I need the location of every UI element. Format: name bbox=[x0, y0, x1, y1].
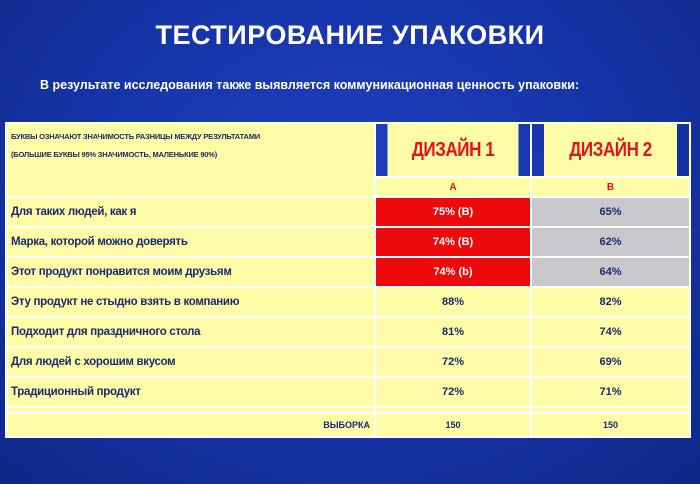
design-1-value: 88% bbox=[375, 287, 531, 317]
row-label: Марка, которой можно доверять bbox=[6, 227, 375, 257]
note-line-1: БУКВЫ ОЗНАЧАЮТ ЗНАЧИМОСТЬ РАЗНИЦЫ МЕЖДУ РЕЗУЛЬТАТАМИ bbox=[11, 132, 260, 141]
design-2-header: ДИЗАЙН 2 bbox=[543, 123, 678, 177]
table-row bbox=[6, 287, 690, 317]
sample-row bbox=[6, 413, 690, 437]
results-table bbox=[5, 122, 691, 438]
design-2-value: 71% bbox=[531, 377, 690, 407]
design-1-value: 74% (B) bbox=[375, 227, 531, 257]
design-1-value: 81% bbox=[375, 317, 531, 347]
design-2-sample: 150 bbox=[531, 413, 690, 437]
row-label: Этот продукт понравится моим друзьям bbox=[6, 257, 375, 287]
design-2-value: 64% bbox=[531, 257, 690, 287]
design-2-value: 82% bbox=[531, 287, 690, 317]
row-label: Подходит для праздничного стола bbox=[6, 317, 375, 347]
design-1-value: 72% bbox=[375, 347, 531, 377]
slide-title: ТЕСТИРОВАНИЕ УПАКОВКИ bbox=[155, 20, 545, 50]
design-1-header: ДИЗАЙН 1 bbox=[387, 123, 520, 177]
design-2-value: 62% bbox=[531, 227, 690, 257]
table-row bbox=[6, 227, 690, 257]
design-1-sample: 150 bbox=[375, 413, 531, 437]
row-label: Для таких людей, как я bbox=[6, 197, 375, 227]
sample-label: ВЫБОРКА bbox=[6, 413, 375, 437]
design-2-value: 65% bbox=[531, 197, 690, 227]
header-row bbox=[6, 123, 690, 177]
design-1-value: 72% bbox=[375, 377, 531, 407]
row-label: Традиционный продукт bbox=[6, 377, 375, 407]
table-row bbox=[6, 257, 690, 287]
significance-note bbox=[6, 123, 375, 197]
design-2-value: 74% bbox=[531, 317, 690, 347]
design-1-letter: A bbox=[375, 177, 531, 197]
table-row bbox=[6, 377, 690, 407]
note-line-2: (БОЛЬШИЕ БУКВЫ 95% ЗНАЧИМОСТЬ, МАЛЕНЬКИЕ 90%) bbox=[11, 150, 218, 159]
row-label: Для людей с хорошим вкусом bbox=[6, 347, 375, 377]
table-row bbox=[6, 317, 690, 347]
design-1-value: 74% (b) bbox=[375, 257, 531, 287]
row-label: Эту продукт не стыдно взять в компанию bbox=[6, 287, 375, 317]
design-2-letter: B bbox=[531, 177, 690, 197]
slide-subtitle: В результате исследования также выявляется коммуникационная ценность упаковки: bbox=[40, 78, 580, 92]
table-row bbox=[6, 197, 690, 227]
table-row bbox=[6, 347, 690, 377]
design-2-value: 69% bbox=[531, 347, 690, 377]
design-1-value: 75% (B) bbox=[375, 197, 531, 227]
